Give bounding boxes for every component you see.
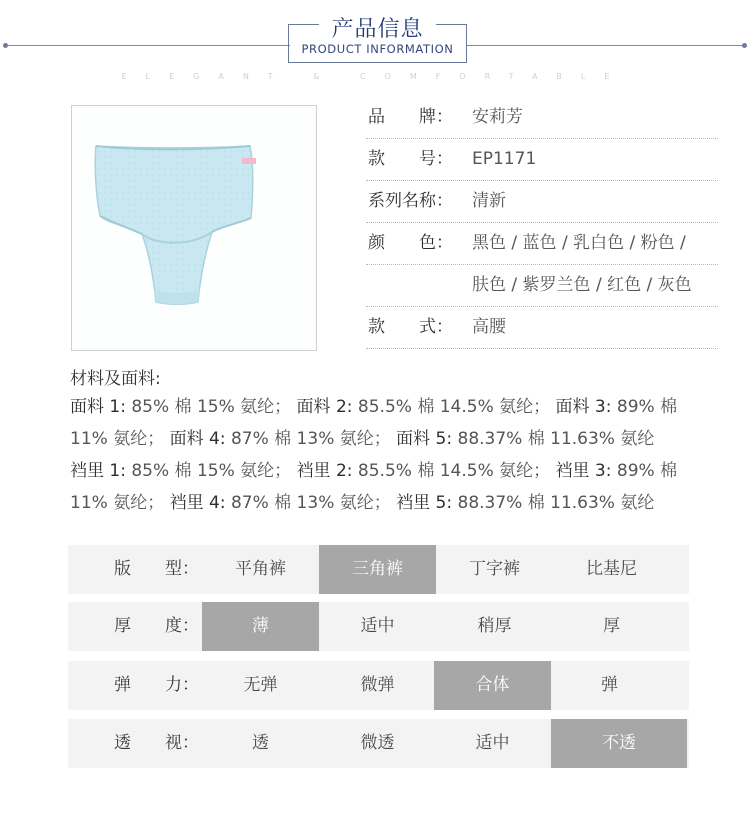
materials-line — [70, 455, 720, 487]
spec-label: 透 视： — [114, 733, 199, 753]
info-row-style — [366, 306, 718, 349]
material-label: 裆里 3: — [555, 461, 612, 481]
spec-option: 透 — [252, 733, 269, 753]
materials-title: 材料及面料: — [70, 369, 161, 389]
material-composition: 88.37% 棉 11.63% 氨纶 — [452, 429, 655, 449]
material-label: 裆里 1: — [70, 461, 126, 481]
material-composition: 87% 棉 13% 氨纶； — [225, 493, 391, 513]
material-composition: 85% 棉 15% 氨纶； — [125, 397, 292, 417]
info-row-color-cont — [366, 264, 718, 307]
section-subtitle: PRODUCT INFORMATION — [301, 42, 454, 56]
header-rule-dot-right — [742, 43, 747, 48]
spec-row-thickness — [68, 602, 689, 651]
info-value: 高腰 — [472, 317, 506, 337]
brand-tag-icon — [242, 158, 256, 164]
spec-row-elasticity — [68, 661, 689, 710]
material-composition: 85% 棉 15% 氨纶； — [125, 461, 292, 481]
spec-option: 不透 — [551, 719, 687, 768]
spec-option: 丁字裤 — [469, 559, 520, 579]
spec-option: 微弹 — [360, 675, 395, 695]
info-value: 清新 — [472, 191, 506, 211]
info-row-brand — [366, 96, 718, 139]
spec-option: 适中 — [360, 616, 395, 636]
info-value: 肤色 / 紫罗兰色 / 红色 / 灰色 — [472, 275, 692, 295]
tagline: ELEGANT & COMFORTABLE — [121, 72, 629, 81]
material-composition: 11% 氨纶； — [70, 493, 165, 513]
material-label: 裆里 2: — [296, 461, 353, 481]
info-label: 款 号： — [368, 149, 453, 169]
spec-label: 版 型： — [114, 559, 199, 579]
material-composition: 87% 棉 13% 氨纶； — [225, 429, 391, 449]
info-value: EP1171 — [472, 149, 537, 169]
materials-line — [70, 487, 720, 519]
spec-option: 无弹 — [243, 675, 278, 695]
info-value: 黑色 / 蓝色 / 乳白色 / 粉色 / — [472, 233, 686, 253]
spec-row-sheerness — [68, 719, 689, 768]
spec-option: 弹 — [601, 675, 618, 695]
spec-option: 适中 — [475, 733, 510, 753]
spec-option: 比基尼 — [586, 559, 637, 579]
header-rule-left — [8, 45, 290, 46]
material-label: 面料 4: — [169, 429, 226, 449]
spec-option: 三角裤 — [319, 545, 436, 594]
spec-option: 稍厚 — [477, 616, 512, 636]
info-row-series — [366, 180, 718, 223]
spec-option: 厚 — [603, 616, 620, 636]
info-label: 品 牌： — [368, 107, 453, 127]
section-title: 产品信息 — [331, 17, 424, 42]
material-label: 面料 3: — [555, 397, 612, 417]
spec-label: 厚 度： — [114, 616, 199, 636]
spec-label: 弹 力： — [114, 675, 199, 695]
material-composition: 11% 氨纶； — [70, 429, 165, 449]
spec-option: 平角裤 — [235, 559, 286, 579]
material-composition: 88.37% 棉 11.63% 氨纶 — [452, 493, 655, 513]
spec-row-cut — [68, 545, 689, 594]
material-label: 裆里 4: — [169, 493, 226, 513]
material-label: 面料 1: — [70, 397, 126, 417]
info-row-color — [366, 222, 718, 265]
product-image — [71, 105, 317, 351]
spec-option: 合体 — [434, 661, 551, 710]
material-label: 面料 5: — [396, 429, 453, 449]
material-composition: 85.5% 棉 14.5% 氨纶； — [352, 397, 551, 417]
material-label: 裆里 5: — [396, 493, 453, 513]
briefs-illustration — [72, 106, 316, 350]
info-label: 颜 色： — [368, 233, 453, 253]
info-row-model — [366, 138, 718, 181]
material-label: 面料 2: — [296, 397, 353, 417]
info-label: 系列名称： — [368, 191, 453, 211]
material-composition: 89% 棉 — [611, 397, 678, 417]
material-composition: 85.5% 棉 14.5% 氨纶； — [352, 461, 551, 481]
header-rule-right — [466, 45, 743, 46]
material-composition: 89% 棉 — [611, 461, 678, 481]
spec-option: 微透 — [360, 733, 395, 753]
info-value: 安莉芳 — [472, 107, 523, 127]
info-label: 款 式： — [368, 317, 453, 337]
materials-line — [70, 391, 720, 423]
spec-option: 薄 — [202, 602, 319, 651]
materials-line — [70, 423, 720, 455]
